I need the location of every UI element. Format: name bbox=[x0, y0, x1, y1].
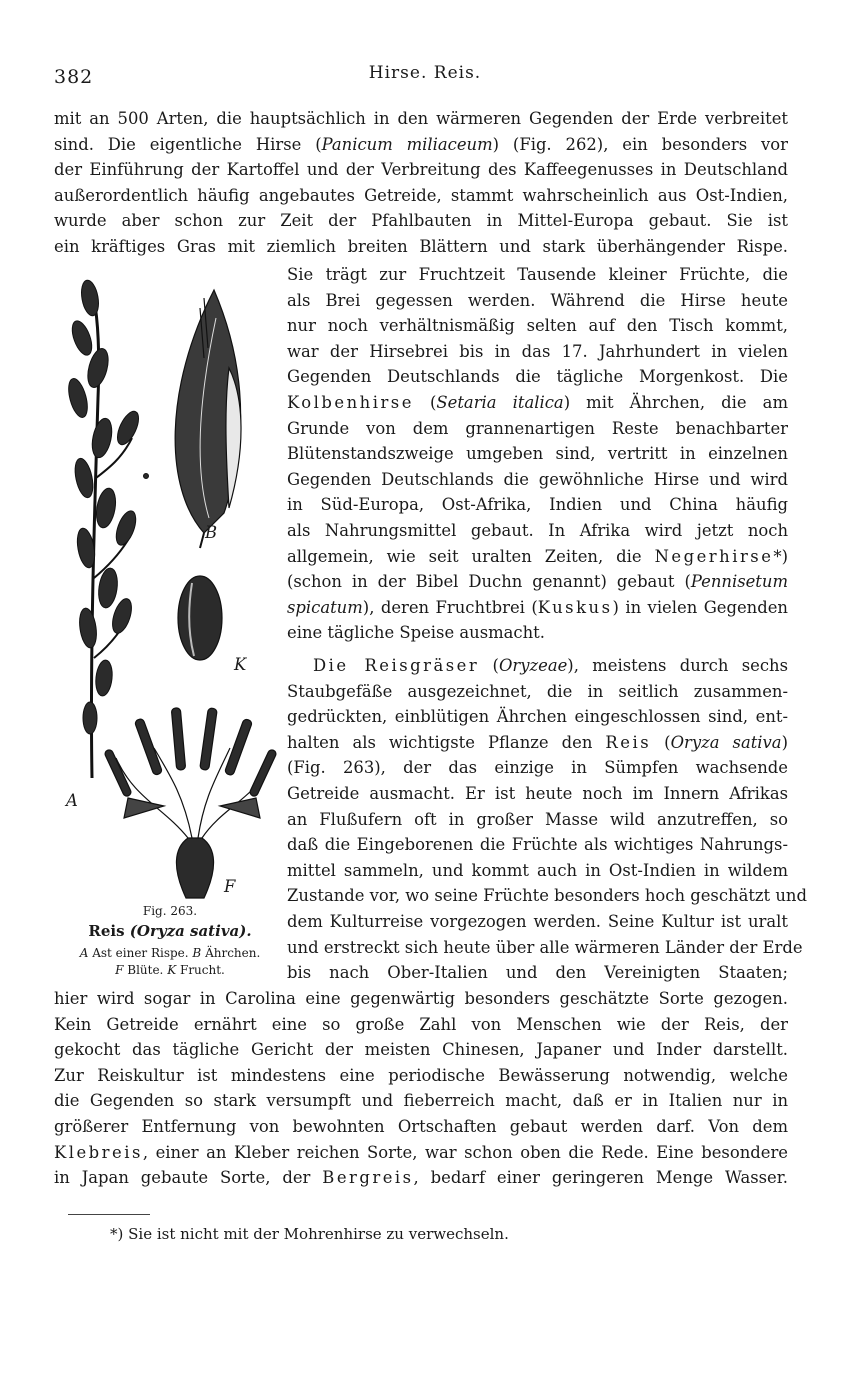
emphasized-term: Kuskus bbox=[537, 597, 613, 617]
text-line: gedrückten, einblütigen Ährchen eingeschlossen sind, ent- bbox=[287, 707, 788, 727]
text-line: ein kräftiges Gras mit ziemlich breiten Blättern und stark überhängender Rispe. bbox=[54, 237, 788, 256]
text-line: mittel sammeln, und kommt auch in Ost-Indien in wildem bbox=[287, 860, 788, 880]
page-number: 382 bbox=[54, 66, 94, 88]
text-line: Getreide ausmacht. Er ist heute noch im Innern Afrikas bbox=[287, 784, 788, 803]
text-line: hier wird sogar in Carolina eine gegenwärtig besonders geschätzte Sorte gezogen. bbox=[54, 989, 788, 1008]
figure-title-prefix: Reis bbox=[88, 922, 130, 940]
emphasized-term: Klebreis bbox=[54, 1142, 143, 1162]
text-line: der Einführung der Kartoffel und der Verbreitung des Kaffeegenusses in Deutschland bbox=[54, 160, 788, 180]
latin-name: F bbox=[115, 963, 124, 977]
emphasized-term: Bergreis bbox=[322, 1168, 414, 1188]
text-line: Klebreis, einer an Kleber reichen Sorte, war schon oben die Rede. Eine besondere bbox=[54, 1142, 788, 1162]
text-line: als Nahrungsmittel gebaut. In Afrika wird jetzt noch bbox=[287, 521, 788, 540]
latin-name: spicatum bbox=[287, 597, 363, 617]
text-line: allgemein, wie seit uralten Zeiten, die Negerhirse*) bbox=[287, 546, 788, 566]
latin-name: Panicum miliaceum bbox=[321, 134, 493, 154]
grain-drawing bbox=[178, 576, 222, 660]
text-line: nur noch verhältnismäßig selten auf den Tisch kommt, bbox=[287, 316, 788, 336]
text-line: Blütenstandszweige umgeben sind, vertritt in einzelnen bbox=[287, 444, 788, 464]
text-line: bis nach Ober-Italien und den Vereinigten Staaten; bbox=[287, 963, 788, 983]
text-line: sind. Die eigentliche Hirse (Panicum miliaceum) (Fig. 262), ein besonders vor bbox=[54, 134, 788, 154]
text-line: daß die Eingeborenen die Früchte als wichtiges Nahrungs- bbox=[287, 835, 788, 855]
figure-title-latin: (Oryza sativa). bbox=[129, 922, 252, 940]
latin-name: K bbox=[167, 963, 177, 977]
text-line: gekocht das tägliche Gericht der meisten Chinesen, Japaner und Inder darstellt. bbox=[54, 1040, 788, 1060]
figure-legend bbox=[54, 945, 286, 979]
latin-name: B bbox=[192, 946, 202, 960]
emphasized-term: Negerhirse bbox=[654, 546, 774, 566]
figure-label-b: B bbox=[205, 523, 218, 542]
text-line: in Japan gebaute Sorte, der Bergreis, bedarf einer geringeren Menge Wasser. bbox=[54, 1168, 788, 1188]
text-line: an Flußufern oft in großer Masse wild anzutreffen, so bbox=[287, 809, 788, 829]
figure-label-f: F bbox=[224, 877, 236, 896]
figure-label-k: K bbox=[234, 655, 247, 674]
text-line: war der Hirsebrei bis in das 17. Jahrhundert in vielen bbox=[287, 341, 788, 361]
emphasized-term: Reis bbox=[605, 732, 652, 752]
text-line: die Gegenden so stark versumpft und fieberreich macht, daß er in Italien nur in bbox=[54, 1091, 788, 1111]
text-line: Die Reisgräser (Oryzeae), meistens durch sechs bbox=[313, 656, 789, 675]
text-line: außerordentlich häufig angebautes Getreide, stammt wahrscheinlich aus Ost-Indien, bbox=[54, 185, 788, 205]
figure-legend-line-1: A Ast einer Rispe. B Ährchen. bbox=[79, 946, 261, 960]
latin-name: Setaria italica bbox=[436, 393, 564, 412]
footnote: *) Sie ist nicht mit der Mohrenhirse zu verwechseln. bbox=[110, 1225, 509, 1243]
rice-illustration bbox=[54, 278, 286, 900]
text-line: mit an 500 Arten, die hauptsächlich in den wärmeren Gegenden der Erde verbreitet bbox=[54, 109, 788, 128]
latin-name: Oryza sativa bbox=[670, 732, 782, 752]
figure-number: Fig. 263. bbox=[142, 904, 198, 918]
latin-name: A bbox=[79, 946, 89, 960]
text-line: Gegenden Deutschlands die gewöhnliche Hirse und wird bbox=[287, 469, 788, 489]
text-line: Zur Reiskultur ist mindestens eine periodische Bewässerung notwendig, welche bbox=[54, 1065, 788, 1085]
text-line: größerer Entfernung von bewohnten Ortschaften gebaut werden darf. Von dem bbox=[54, 1117, 788, 1136]
text-line: in Süd-Europa, Ost-Afrika, Indien und China häufig bbox=[287, 495, 788, 515]
flower-drawing bbox=[104, 708, 277, 898]
figure-legend-line-2: F Blüte. K Frucht. bbox=[115, 963, 225, 977]
emphasized-term: Die Reisgräser bbox=[313, 656, 480, 675]
text-line: Kein Getreide ernährt eine so große Zahl von Menschen wie der Reis, der bbox=[54, 1014, 788, 1034]
running-head: Hirse. Reis. bbox=[368, 63, 482, 83]
text-line: und erstreckt sich heute über alle wärmeren Länder der Erde bbox=[287, 937, 803, 957]
text-line: Staubgefäße ausgezeichnet, die in seitlich zusammen- bbox=[287, 681, 788, 701]
text-line: Gegenden Deutschlands die tägliche Morgenkost. Die bbox=[287, 367, 788, 387]
footnote-rule bbox=[68, 1214, 150, 1215]
text-line: Grunde von dem grannenartigen Reste benachbarter bbox=[287, 418, 788, 438]
text-line: eine tägliche Speise ausmacht. bbox=[287, 623, 545, 643]
text-line: dem Kulturreise vorgezogen werden. Seine Kultur ist uralt bbox=[287, 912, 788, 931]
text-line: spicatum), deren Fruchtbrei (Kuskus) in vielen Gegenden bbox=[287, 597, 788, 617]
latin-name: Pennisetum bbox=[690, 572, 788, 592]
text-line: Zustande vor, wo seine Früchte besonders hoch geschätzt und bbox=[287, 886, 807, 906]
text-line: (Fig. 263), der das einzige in Sümpfen wachsende bbox=[287, 758, 788, 778]
text-line: Sie trägt zur Fruchtzeit Tausende kleiner Früchte, die bbox=[287, 265, 788, 284]
figure-title bbox=[54, 922, 286, 940]
text-line: als Brei gegessen werden. Während die Hirse heute bbox=[287, 290, 788, 310]
emphasized-term: Kolbenhirse bbox=[287, 393, 414, 412]
text-line: wurde aber schon zur Zeit der Pfahlbauten in Mittel-Europa gebaut. Sie ist bbox=[54, 211, 788, 231]
rice-panicle-drawing bbox=[65, 279, 148, 778]
figure-label-a: A bbox=[66, 791, 78, 810]
text-line: (schon in der Bibel Duchn genannt) gebaut (Pennisetum bbox=[287, 572, 788, 592]
text-line: Kolbenhirse (Setaria italica) mit Ährchen, die am bbox=[287, 393, 788, 412]
spikelet-drawing bbox=[175, 290, 241, 548]
text-line: halten als wichtigste Pflanze den Reis (Oryza sativa) bbox=[287, 732, 788, 752]
latin-name: Oryzeae bbox=[498, 656, 568, 675]
